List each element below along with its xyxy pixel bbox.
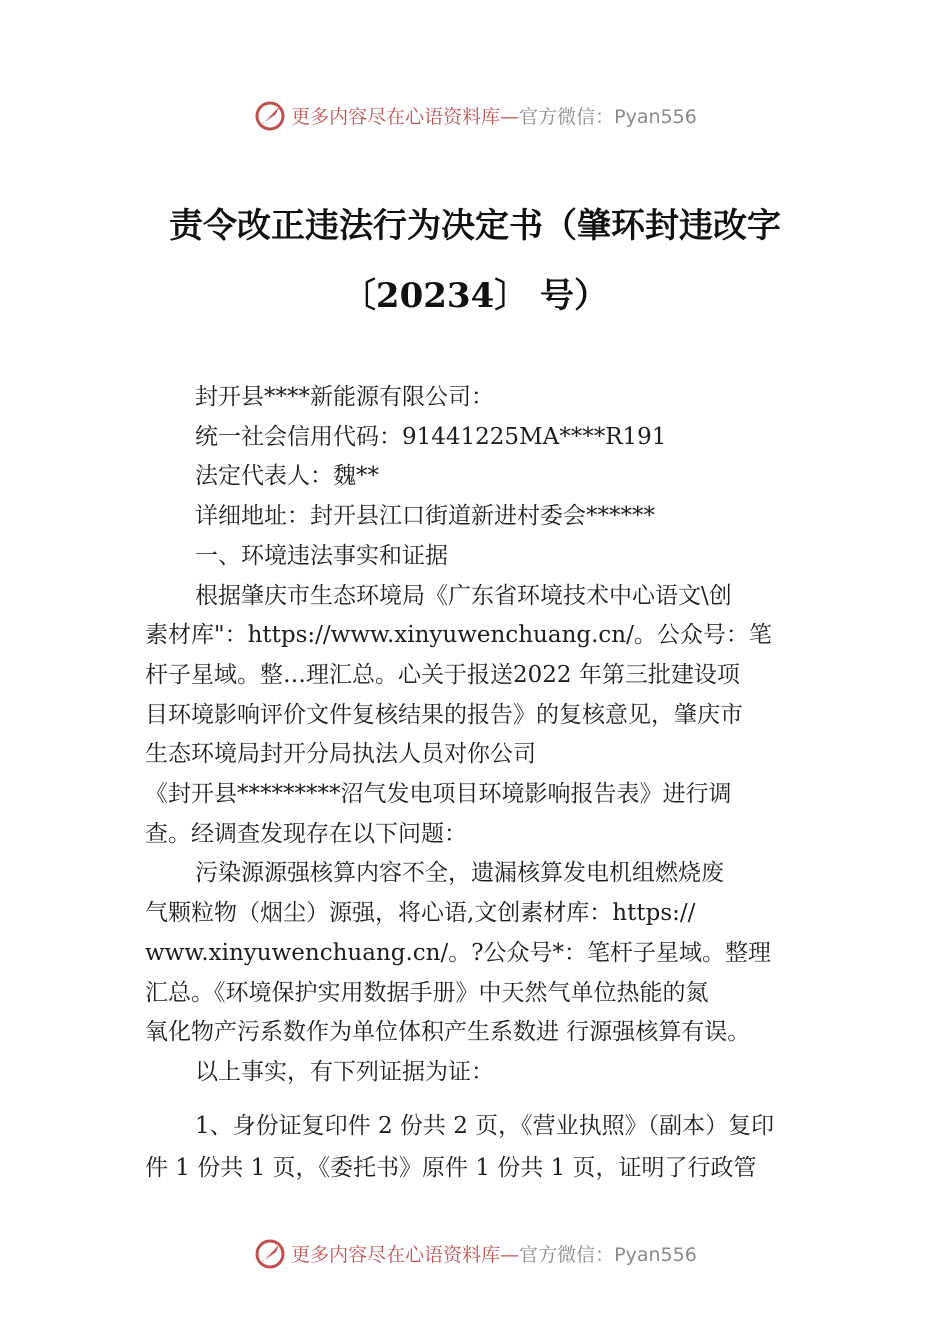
footer-watermark-banner bbox=[0, 1233, 950, 1273]
document-title-line-2: 〔20234〕 号） bbox=[341, 276, 609, 316]
banner-gray-text: 官方微信：Pyan556 bbox=[519, 1243, 697, 1266]
evidence-line: 件 1 份共 1 页，《委托书》原件 1 份共 1 页，证明了行政管 bbox=[145, 1155, 757, 1181]
evidence-intro-line: 以上事实，有下列证据为证： bbox=[195, 1058, 494, 1085]
banner-red-text: 更多内容尽在心语资料库— bbox=[291, 1243, 520, 1266]
quill-logo-icon bbox=[253, 98, 287, 132]
evidence-block bbox=[145, 1105, 815, 1189]
paragraph-line: 目环境影响评价文件复核结果的报告》的复核意见，肇庆市 bbox=[145, 701, 743, 728]
document-body bbox=[145, 378, 815, 1093]
paragraph-line: 杆子星域。整…理汇总。心关于报送2022 年第三批建设项 bbox=[145, 661, 740, 688]
banner-gray-text: 官方微信：Pyan556 bbox=[519, 105, 697, 128]
quill-logo-icon bbox=[253, 1236, 287, 1270]
header-watermark-banner bbox=[0, 95, 950, 135]
section-heading: 一、环境违法事实和证据 bbox=[195, 542, 448, 569]
document-title-line-1: 责令改正违法行为决定书（肇环封违改字 bbox=[169, 206, 781, 246]
paragraph-line: 污染源源强核算内容不全，遗漏核算发电机组燃烧废 bbox=[195, 860, 724, 887]
paragraph-line: 生态环境局封开分局执法人员对你公司 bbox=[145, 741, 536, 768]
paragraph-line: 《封开县*********沼气发电项目环境影响报告表》进行调 bbox=[145, 781, 732, 808]
credit-code-line: 统一社会信用代码：91441225MA****R191 bbox=[195, 423, 667, 450]
paragraph-line: 氧化物产污系数作为单位体积产生系数进 行源强核算有误。 bbox=[145, 1019, 751, 1046]
paragraph-line: 气颗粒物（烟尘）源强，将心语,文创素材库：https:// bbox=[145, 900, 696, 927]
recipient-line: 封开县****新能源有限公司： bbox=[195, 384, 494, 410]
paragraph-line: 素材库"：https://www.xinyuwenchuang.cn/。公众号：笔 bbox=[145, 622, 772, 649]
paragraph-line: www.xinyuwenchuang.cn/。?公众号*：笔杆子星域。整理 bbox=[145, 939, 772, 966]
address-line: 详细地址：封开县江口街道新进村委会****** bbox=[195, 503, 655, 530]
legal-rep-line: 法定代表人：魏** bbox=[195, 463, 379, 490]
paragraph-line: 根据肇庆市生态环境局《广东省环境技术中心语文\创 bbox=[195, 582, 732, 609]
banner-red-text: 更多内容尽在心语资料库— bbox=[291, 105, 520, 128]
paragraph-line: 查。经调查发现存在以下问题： bbox=[145, 820, 467, 847]
evidence-line: 1、身份证复印件 2 份共 2 页，《营业执照》（副本）复印 bbox=[195, 1113, 775, 1139]
paragraph-line: 汇总。《环境保护实用数据手册》中天然气单位热能的氮 bbox=[145, 979, 709, 1006]
